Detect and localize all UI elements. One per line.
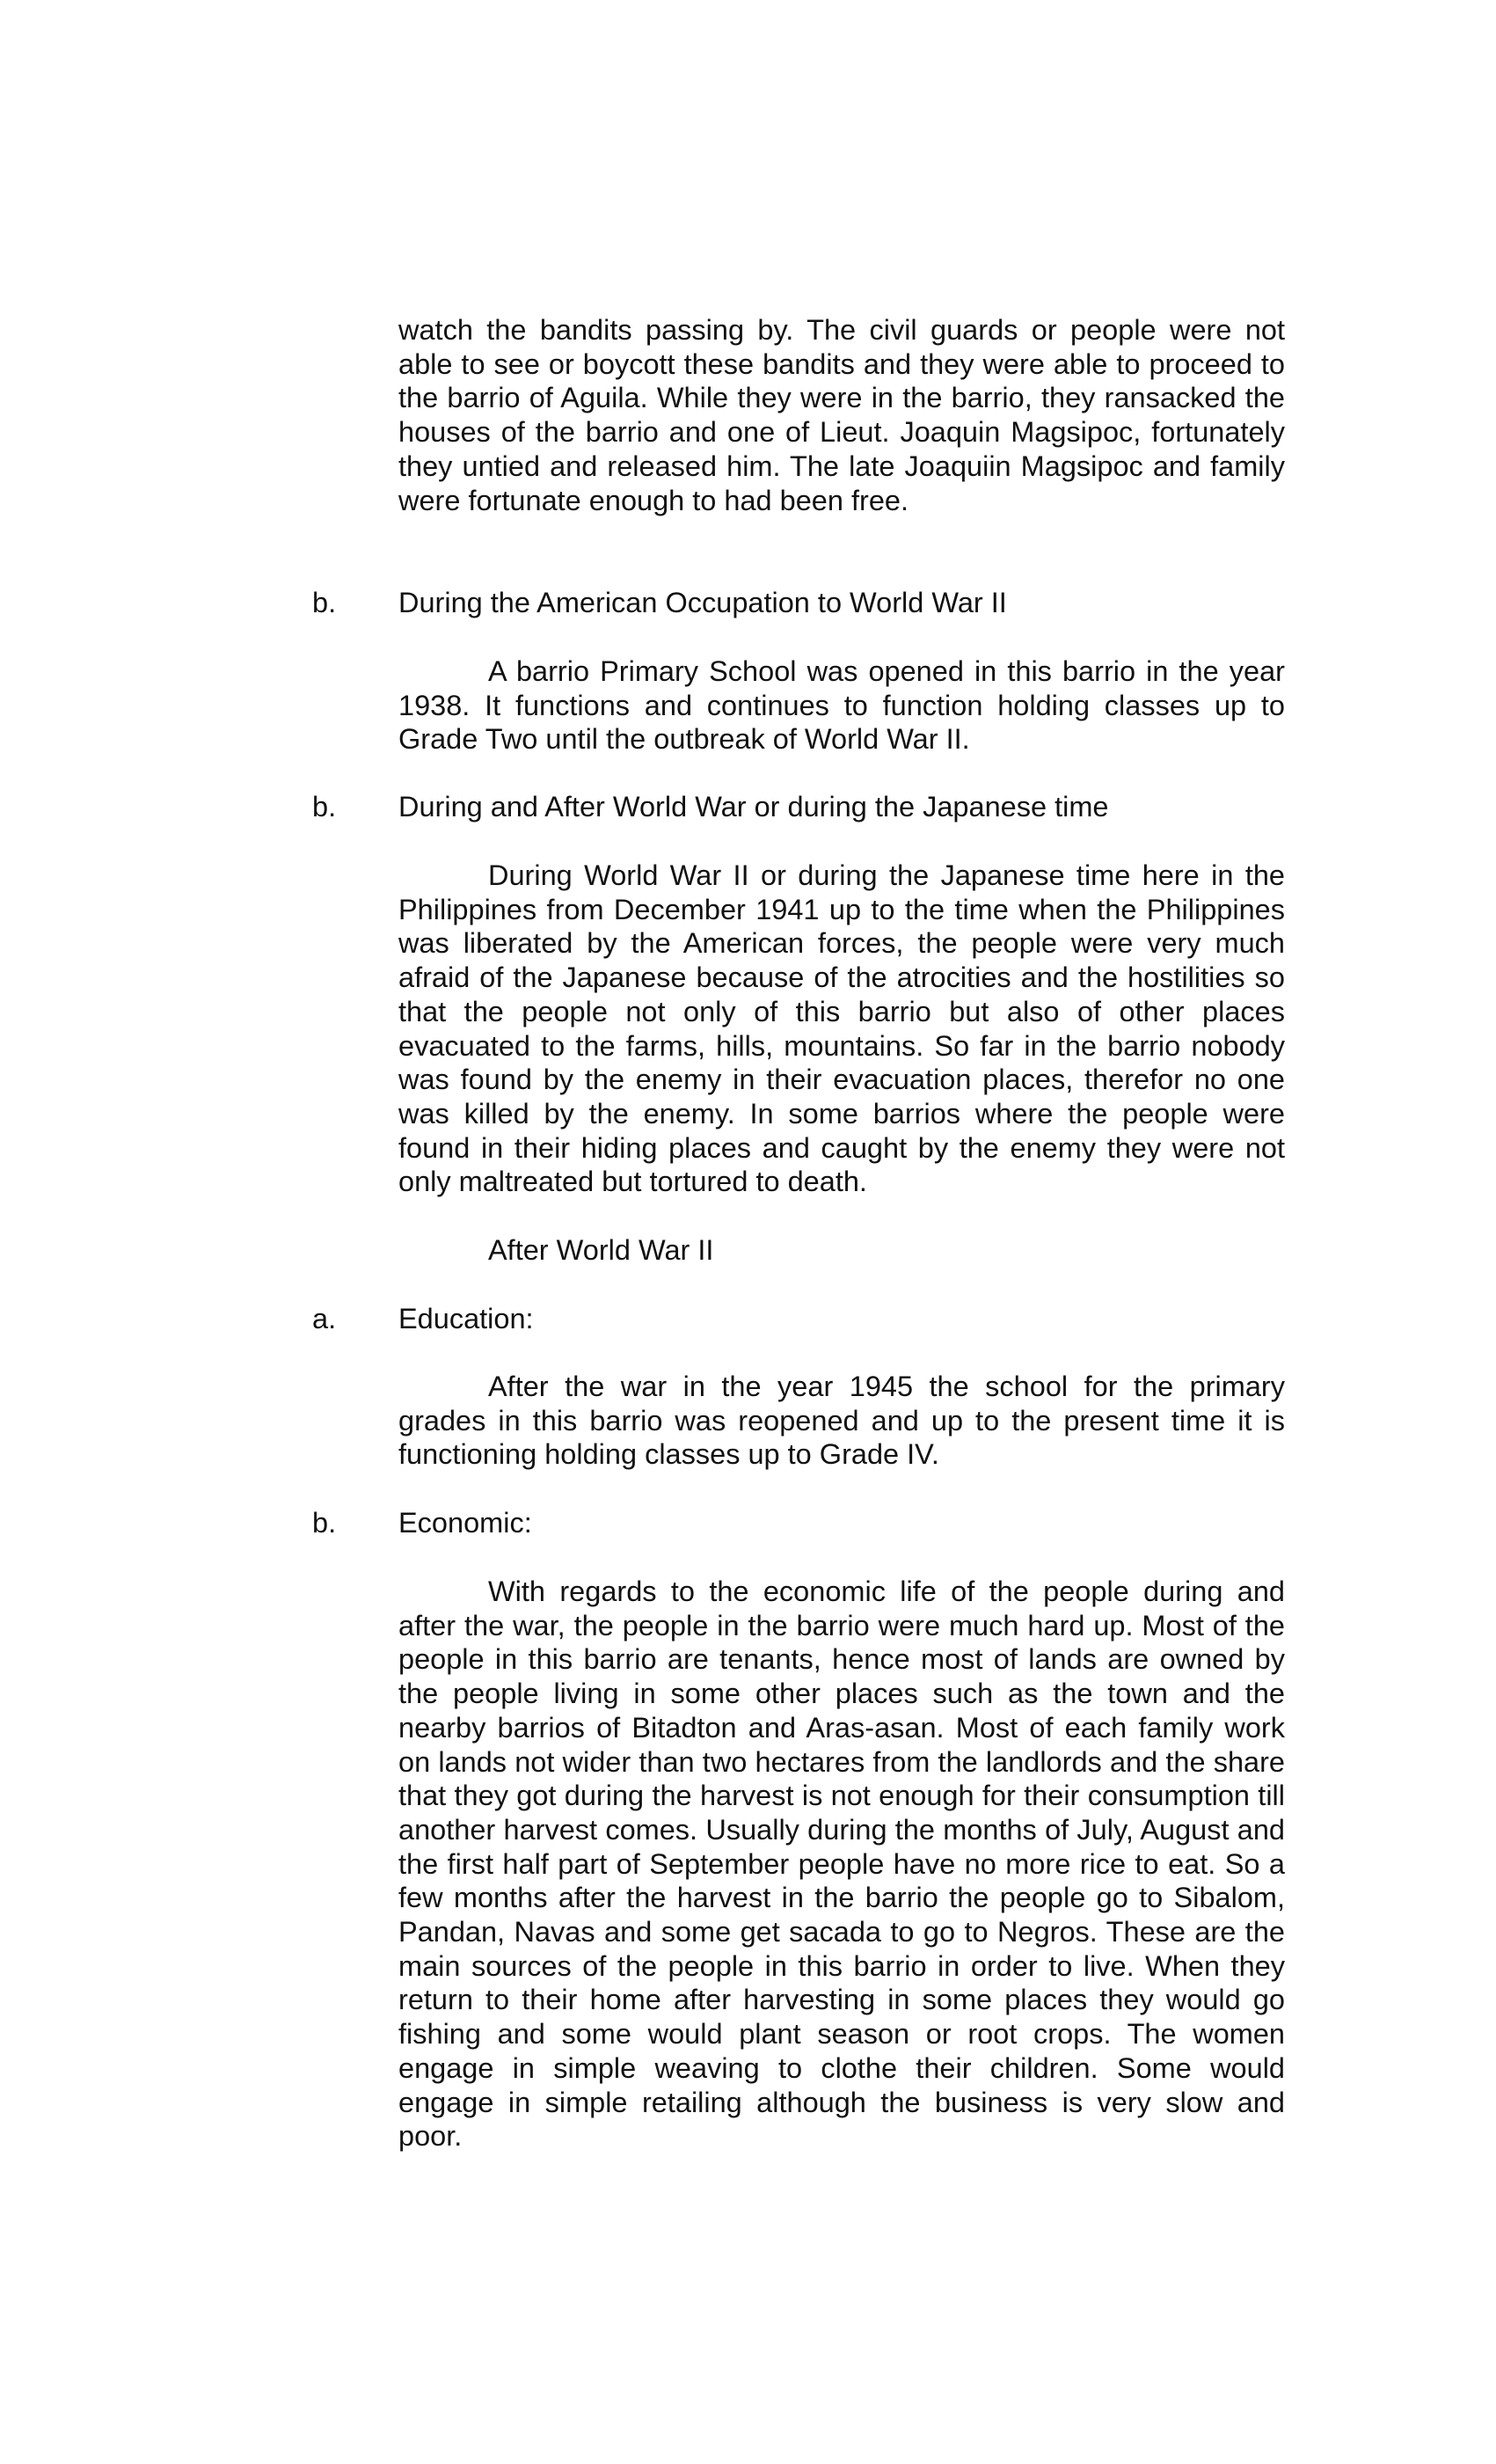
section-label-education: a.	[312, 1303, 337, 1334]
section-heading-japanese-time: During and After World War or during the Japanese time	[398, 791, 1109, 823]
section-heading-economic: Economic:	[398, 1507, 532, 1539]
heading-after-world-war: After World War II	[488, 1234, 714, 1266]
section-label-economic: b.	[312, 1507, 337, 1539]
paragraph-japanese-time: During World War II or during the Japanese time here in the Philippines from December 1941 up to the time when the Philippines was liberated by the American forces, the people were very much afraid of the Japanese because of the atrocities and the hostilities so that the people not only of this barrio but also of other places evacuated to the farms, hills, mountains. So far in the barrio nobody was found by the enemy in their evacuation places, therefor no one was killed by the enemy. In some barrios where the people were found in their hiding places and caught by the enemy they were not only maltreated but tortured to death.	[398, 859, 1285, 1198]
section-label-japanese-time: b.	[312, 791, 337, 823]
continued-paragraph: watch the bandits passing by. The civil guards or people were not able to see or boycott these bandits and they were able to proceed to the barrio of Aguila. While they were in the barrio, they ransacked the houses of the barrio and one of Lieut. Joaquin Magsipoc, fortunately they untied and released him. The late Joaquiin Magsipoc and family were fortunate enough to had been free.	[398, 314, 1285, 516]
paragraph-economic: With regards to the economic life of the people during and after the war, the people in the barrio were much hard up. Most of the people in this barrio are tenants, hence most of lands are owned by the people living in some other places such as the town and the nearby barrios of Bitadton and Aras-asan. Most of each family work on lands not wider than two hectares from the landlords and the share that they got during the harvest is not enough for their consumption till another harvest comes. Usually during the months of July, August and the first half part of September people have no more rice to eat. So a few months after the harvest in the barrio the people go to Sibalom, Pandan, Navas and some get sacada to go to Negros. These are the main sources of the people in this barrio in order to live. When they return to their home after harvesting in some places they would go fishing and some would plant season or root crops. The women engage in simple weaving to clothe their children. Some would engage in simple retailing although the business is very slow and poor.	[398, 1576, 1285, 2153]
paragraph-american-occupation: A barrio Primary School was opened in this barrio in the year 1938. It functions and continues to function holding classes up to Grade Two until the outbreak of World War II.	[398, 655, 1285, 756]
section-heading-education: Education:	[398, 1303, 534, 1334]
section-label-american-occupation: b.	[312, 587, 337, 618]
paragraph-education: After the war in the year 1945 the school for the primary grades in this barrio was reopened and up to the present time it is functioning holding classes up to Grade IV.	[398, 1371, 1285, 1471]
section-heading-american-occupation: During the American Occupation to World War II	[398, 587, 1007, 618]
